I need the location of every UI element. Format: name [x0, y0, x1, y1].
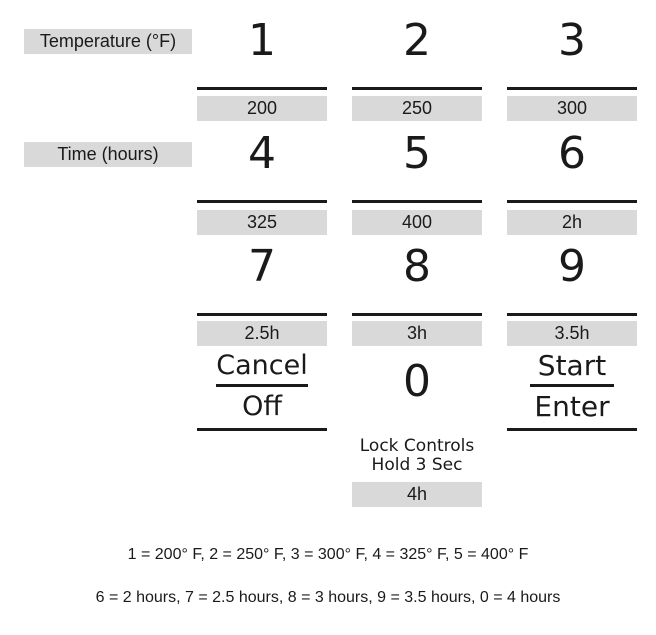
key-7-digit: 7: [248, 241, 276, 292]
key-7-underline: [197, 313, 327, 316]
key-3-digit: 3: [558, 15, 586, 66]
key-1-underline: [197, 87, 327, 90]
key-8-underline: [352, 313, 482, 316]
key-1-digit: 1: [248, 15, 276, 66]
key-2[interactable]: [352, 0, 482, 90]
key-7[interactable]: [197, 226, 327, 316]
key-4-value: 325: [197, 210, 327, 235]
key-6[interactable]: [507, 113, 637, 203]
key-5-digit: 5: [403, 128, 431, 179]
key-8-value: 3h: [352, 321, 482, 346]
key-1[interactable]: [197, 0, 327, 90]
key-2-digit: 2: [403, 15, 431, 66]
lock-controls-line1: Lock Controls: [359, 436, 475, 456]
cancel-off-stack: [197, 341, 327, 431]
key-2-underline: [352, 87, 482, 90]
time-legend: 6 = 2 hours, 7 = 2.5 hours, 8 = 3 hours, 9 = 3.5 hours, 0 = 4 hours: [95, 589, 561, 606]
cancel-divider: [216, 384, 308, 387]
key-1-value: 200: [197, 96, 327, 121]
key-3[interactable]: [507, 0, 637, 90]
key-2-value: 250: [352, 96, 482, 121]
key-8[interactable]: [352, 226, 482, 316]
key-0-value: 4h: [352, 482, 482, 507]
key-4-digit: 4: [248, 128, 276, 179]
key-6-underline: [507, 200, 637, 203]
key-9-digit: 9: [558, 241, 586, 292]
start-label: Start: [537, 348, 607, 382]
key-6-value: 2h: [507, 210, 637, 235]
key-5[interactable]: [352, 113, 482, 203]
key-4[interactable]: [197, 113, 327, 203]
start-enter-underline: [507, 428, 637, 431]
key-9-underline: [507, 313, 637, 316]
cancel-off-button[interactable]: [197, 341, 327, 431]
cancel-label: Cancel: [216, 349, 308, 381]
start-divider: [530, 384, 614, 387]
key-9[interactable]: [507, 226, 637, 316]
key-3-underline: [507, 87, 637, 90]
key-4-underline: [197, 200, 327, 203]
time-label: Time (hours): [24, 142, 192, 167]
temperature-label: Temperature (°F): [24, 29, 192, 54]
key-9-value: 3.5h: [507, 321, 637, 346]
key-5-value: 400: [352, 210, 482, 235]
key-7-value: 2.5h: [197, 321, 327, 346]
key-6-digit: 6: [558, 128, 586, 179]
off-label: Off: [242, 390, 282, 422]
key-0-digit: 0: [403, 356, 431, 407]
cancel-off-underline: [197, 428, 327, 431]
lock-controls-line2: Hold 3 Sec: [371, 455, 463, 475]
key-3-value: 300: [507, 96, 637, 121]
enter-label: Enter: [534, 389, 610, 423]
key-0[interactable]: [352, 341, 482, 431]
start-enter-stack: [507, 341, 637, 431]
temperature-legend: 1 = 200° F, 2 = 250° F, 3 = 300° F, 4 = 325° F, 5 = 400° F: [127, 546, 529, 563]
start-enter-button[interactable]: [507, 341, 637, 431]
key-8-digit: 8: [403, 241, 431, 292]
lock-controls-note: [347, 437, 487, 475]
key-5-underline: [352, 200, 482, 203]
